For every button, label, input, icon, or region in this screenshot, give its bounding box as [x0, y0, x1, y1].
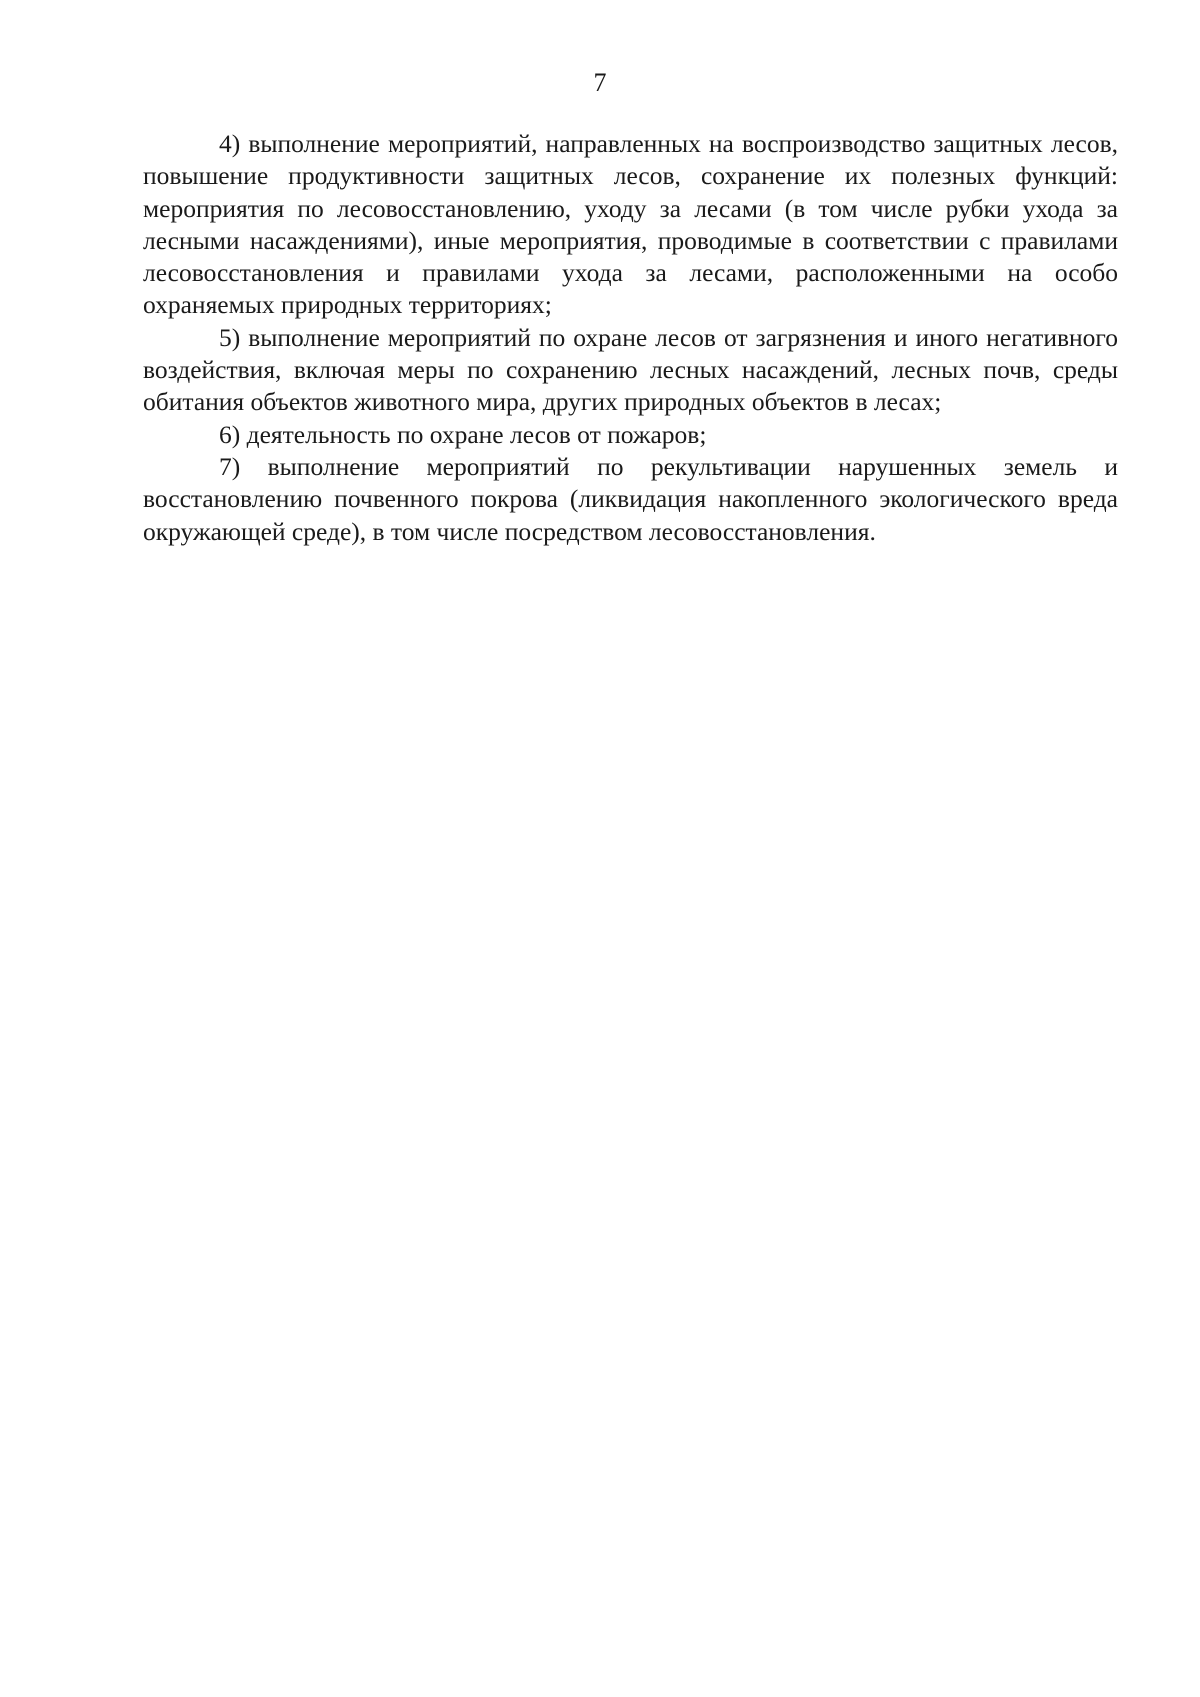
page-number: 7 [593, 68, 607, 97]
paragraph-item-7: 7) выполнение мероприятий по рекультивации нарушенных земель и восстановлению почвенного покрова (ликвидация накопленного экологического вреда окружающей среде), в том числе посредством лесовосстановления. [143, 451, 1118, 546]
paragraph-item-5: 5) выполнение мероприятий по охране лесов от загрязнения и иного негативного воздействия, включая меры по сохранению лесных насаждений, лесных почв, среды обитания объектов животного мира, других природных объектов в лесах; [143, 322, 1118, 417]
paragraph-item-6: 6) деятельность по охране лесов от пожаров; [219, 419, 707, 449]
paragraph-item-4: 4) выполнение мероприятий, направленных на воспроизводство защитных лесов, повышение продуктивности защитных лесов, сохранение их полезных функций: мероприятия по лесовосстановлению, уходу за лесами (в том числе рубки ухода за лесными насаждениями), иные мероприятия, проводимые в соответствии с правилами лесовосстановления и правилами ухода за лесами, расположенными на особо охраняемых природных территориях; [143, 129, 1118, 320]
document-body [143, 128, 1118, 548]
